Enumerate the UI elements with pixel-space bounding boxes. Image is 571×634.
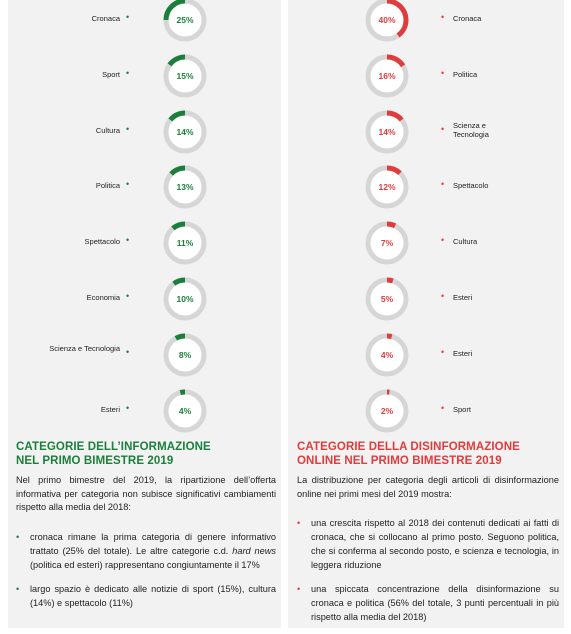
category-label: Cultura xyxy=(95,125,120,135)
bullet-emphasis: hard news xyxy=(232,546,276,556)
category-row xyxy=(288,391,564,431)
donut-chart xyxy=(363,52,411,100)
bullet-item xyxy=(297,582,559,624)
left-paragraph: Nel primo bimestre del 2019, la ripartizione dell’offerta informativa per categoria non subisce significativi cambiamenti rispetto alla media del 2018: xyxy=(16,475,276,512)
bullet-marker-icon: • xyxy=(16,584,20,594)
donut-chart xyxy=(161,108,209,156)
donut-chart xyxy=(161,0,209,44)
donut-chart xyxy=(161,387,209,435)
bullet-dot-icon: • xyxy=(441,291,445,301)
bullet-text: una spiccata concentrazione della disinformazione su cronaca e politica (56% del totale, 3 punti percentuali in più rispetto alla media del 2018) xyxy=(311,584,559,622)
category-label: Esteri xyxy=(100,404,120,414)
donut-chart xyxy=(363,108,411,156)
percentage-value: 8% xyxy=(178,349,192,360)
bullet-dot-icon: • xyxy=(441,402,445,413)
bullet-dot-icon: • xyxy=(126,179,130,190)
bullet-dot-icon: • xyxy=(441,346,445,357)
percentage-value: 2% xyxy=(380,405,394,416)
percentage-value: 13% xyxy=(176,182,194,193)
donut-chart xyxy=(363,219,411,267)
percentage-value: 7% xyxy=(380,238,394,249)
bullet-item xyxy=(16,530,276,572)
category-label: Esteri xyxy=(453,348,473,358)
bullet-item xyxy=(297,516,559,572)
category-label: Scienza e Tecnologia xyxy=(49,343,120,353)
category-label: Sport xyxy=(453,404,471,414)
bullet-dot-icon: • xyxy=(441,123,445,134)
donut-chart xyxy=(363,0,411,44)
category-label: Spettacolo xyxy=(453,181,489,191)
category-row xyxy=(288,223,564,263)
percentage-value: 25% xyxy=(176,15,194,25)
category-label: Scienza e Tecnologia xyxy=(453,120,489,139)
bullet-dot-icon: • xyxy=(126,235,130,246)
right-heading: CATEGORIE DELLA DISINFORMAZIONE ONLINE NEL PRIMO BIMESTRE 2019 xyxy=(297,441,520,467)
percentage-value: 10% xyxy=(176,294,194,304)
bullet-dot-icon: • xyxy=(441,12,445,22)
left-panel-information xyxy=(8,0,281,628)
category-row xyxy=(288,112,564,152)
bullet-dot-icon: • xyxy=(126,402,130,413)
category-label: Politica xyxy=(453,69,478,79)
bullet-dot-icon: • xyxy=(441,179,445,190)
bullet-dot-icon: • xyxy=(126,123,130,134)
bullet-dot-icon: • xyxy=(126,346,130,357)
percentage-value: 40% xyxy=(378,15,396,25)
bullet-marker-icon: • xyxy=(297,518,301,528)
percentage-value: 12% xyxy=(378,182,396,193)
category-row xyxy=(8,335,281,375)
percentage-value: 14% xyxy=(176,126,194,137)
category-row xyxy=(8,391,281,431)
bullet-text: cronaca rimane la prima categoria di genere informativo trattato (25% del totale). Le altre categorie c.d. xyxy=(30,532,276,556)
category-row xyxy=(8,223,281,263)
bullet-dot-icon: • xyxy=(126,291,130,301)
category-row xyxy=(8,112,281,152)
category-label: Spettacolo xyxy=(84,237,120,247)
left-heading: CATEGORIE DELL’INFORMAZIONE NEL PRIMO BIMESTRE 2019 xyxy=(16,441,211,467)
donut-chart xyxy=(161,52,209,100)
donut-chart xyxy=(363,275,411,323)
percentage-value: 4% xyxy=(178,405,192,416)
percentage-value: 5% xyxy=(380,294,394,304)
category-row xyxy=(8,279,281,319)
category-row xyxy=(288,0,564,40)
donut-chart xyxy=(161,331,209,379)
right-paragraph: La distribuzione per categoria degli articoli di disinformazione online nei primi mesi del 2019 mostra: xyxy=(297,475,559,499)
bullet-marker-icon: • xyxy=(16,532,20,542)
percentage-value: 15% xyxy=(176,70,194,81)
category-label: Politica xyxy=(95,181,120,191)
bullet-item xyxy=(16,582,276,610)
percentage-value: 11% xyxy=(176,238,194,249)
category-label: Esteri xyxy=(453,293,473,302)
category-label: Sport xyxy=(102,69,120,79)
category-row xyxy=(8,56,281,96)
percentage-value: 14% xyxy=(378,126,396,137)
category-row xyxy=(8,167,281,207)
donut-chart xyxy=(363,387,411,435)
category-row xyxy=(288,56,564,96)
category-label: Economia xyxy=(86,293,120,302)
bullet-text-continued: (politica ed esteri) rappresentano congiuntamente il 17% xyxy=(30,560,260,570)
bullet-dot-icon: • xyxy=(441,67,445,78)
category-label: Cronaca xyxy=(453,14,482,23)
category-row xyxy=(288,167,564,207)
percentage-value: 16% xyxy=(378,70,396,81)
category-row xyxy=(288,279,564,319)
right-bullet-list xyxy=(297,516,559,634)
bullet-dot-icon: • xyxy=(441,235,445,246)
percentage-value: 4% xyxy=(380,349,394,360)
category-row xyxy=(288,335,564,375)
bullet-text: largo spazio è dedicato alle notizie di sport (15%), cultura (14%) e spettacolo (11%) xyxy=(30,584,276,608)
category-row xyxy=(8,0,281,40)
donut-chart xyxy=(161,163,209,211)
bullet-marker-icon: • xyxy=(297,584,301,594)
donut-chart xyxy=(363,331,411,379)
bullet-dot-icon: • xyxy=(126,67,130,78)
right-panel-disinformation xyxy=(288,0,564,628)
left-bullet-list xyxy=(16,530,276,620)
bullet-text: una crescita rispetto al 2018 dei contenuti dedicati ai fatti di cronaca, che si collocano al primo posto. Seguono politica, che si conferma al secondo posto, e scienza e tecnologia, in leggera riduzione xyxy=(311,518,559,570)
donut-chart xyxy=(161,219,209,267)
category-label: Cronaca xyxy=(91,14,120,23)
donut-chart xyxy=(363,163,411,211)
category-label: Cultura xyxy=(453,237,478,247)
bullet-dot-icon: • xyxy=(126,12,130,22)
donut-chart xyxy=(161,275,209,323)
